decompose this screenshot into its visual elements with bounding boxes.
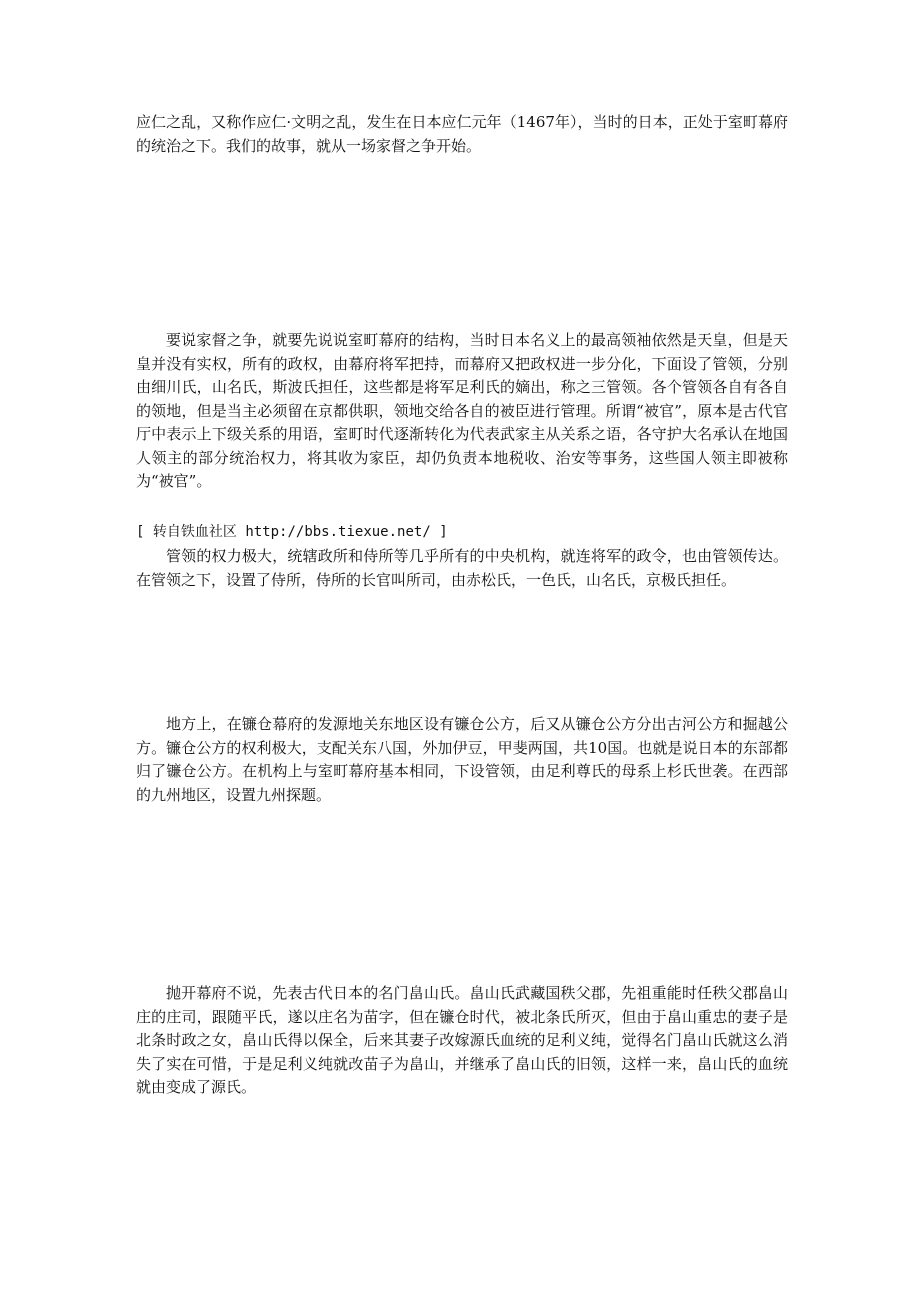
paragraph-kanrei-power: 管领的权力极大，统辖政所和侍所等几乎所有的中央机构，就连将军的政令，也由管领传达。在管领之下，设置了侍所，侍所的长官叫所司，由赤松氏，一色氏，山名氏，京极氏担任。 <box>136 547 788 589</box>
paragraph-onin-war-intro: 应仁之乱，又称作应仁·文明之乱，发生在日本应仁元年（1467年），当时的日本，正处于室町幕府的统治之下。我们的故事，就从一场家督之争开始。 <box>136 113 788 155</box>
paragraph-kamakura-kubo: 地方上，在镰仓幕府的发源地关东地区设有镰仓公方，后又从镰仓公方分出古河公方和掘越公方。镰仓公方的权利极大，支配关东八国，外加伊豆，甲斐两国，共10国。也就是说日本的东部都归了镰仓公方。在机构上与室町幕府基本相同，下设管领，由足利尊氏的母系上杉氏世袭。在西部的九州地区，设置九州探题。 <box>136 715 788 804</box>
source-label: 转自铁血社区 <box>152 524 237 540</box>
source-close-bracket: ] <box>439 524 448 540</box>
document-page <box>136 0 788 1302</box>
source-open-bracket: [ <box>136 524 145 540</box>
paragraph-hatakeyama-clan: 抛开幕府不说，先表古代日本的名门畠山氏。畠山氏武藏国秩父郡，先祖重能时任秩父郡畠山庄的庄司，跟随平氏，遂以庄名为苗字，但在镰仓时代，被北条氏所灭，但由于畠山重忠的妻子是北条时政之女，畠山氏得以保全，后来其妻子改嫁源氏血统的足利义纯，觉得名门畠山氏就这么消失了实在可惜，于是足利义纯就改苗子为畠山，并继承了畠山氏的旧领，这样一来，畠山氏的血统就由变成了源氏。 <box>136 984 788 1096</box>
source-url[interactable]: http://bbs.tiexue.net/ <box>245 524 431 540</box>
paragraph-shogunate-structure: 要说家督之争，就要先说说室町幕府的结构，当时日本名义上的最高领袖依然是天皇，但是天皇并没有实权，所有的政权，由幕府将军把持，而幕府又把政权进一步分化，下面设了管领，分别由细川氏，山名氏，斯波氏担任，这些都是将军足利氏的嫡出，称之三管领。各个管领各自有各自的领地，但是当主必须留在京都供职，领地交给各自的被臣进行管理。所谓“被官”，原本是古代官厅中表示上下级关系的用语，室町时代逐渐转化为代表武家主从关系之语，各守护大名承认在地国人领主的部分统治权力，将其收为家臣，却仍负责本地税收、治安等事务，这些国人领主即被称为“被官”。 <box>136 331 788 490</box>
source-note <box>136 521 788 545</box>
